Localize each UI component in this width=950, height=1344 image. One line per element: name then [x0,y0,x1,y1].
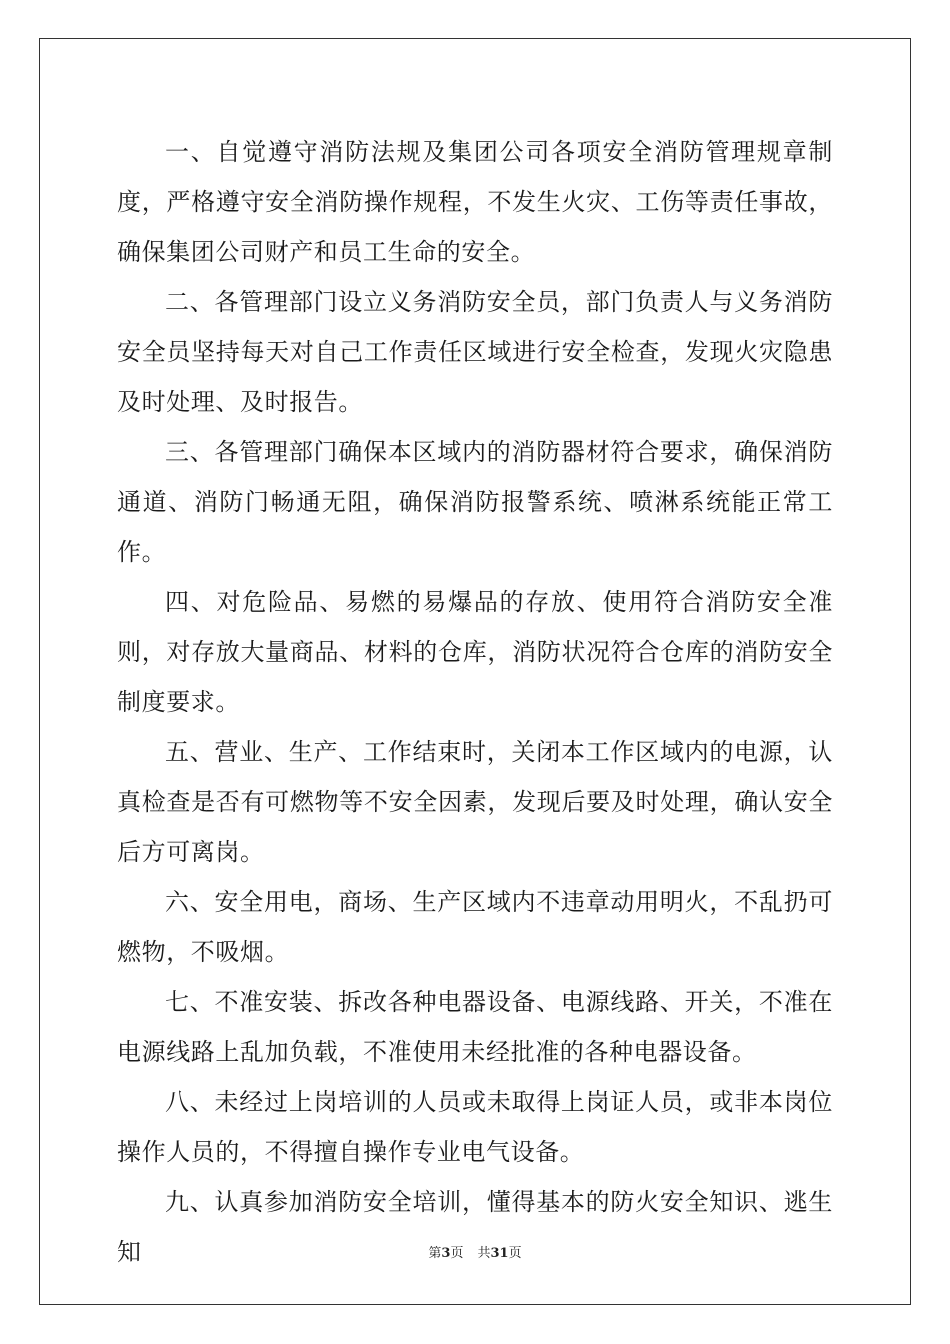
paragraph-9: 九、认真参加消防安全培训，懂得基本的防火安全知识、逃生知 [117,1188,833,1266]
page-prefix: 第 [428,1246,442,1261]
paragraph-7: 七、不准安装、拆改各种电器设备、电源线路、开关，不准在电源线路上乱加负载，不准使用未经批准的各种电器设备。 [117,988,833,1066]
paragraph-5: 五、营业、生产、工作结束时，关闭本工作区域内的电源，认真检查是否有可燃物等不安全因素，发现后要及时处理，确认安全后方可离岗。 [117,738,833,866]
page-number: 3 [441,1246,451,1261]
paragraph-3: 三、各管理部门确保本区域内的消防器材符合要求，确保消防通道、消防门畅通无阻，确保消防报警系统、喷淋系统能正常工作。 [117,438,833,566]
total-pages: 31 [490,1246,509,1261]
paragraph-6: 六、安全用电，商场、生产区域内不违章动用明火，不乱扔可燃物，不吸烟。 [117,888,833,966]
paragraph-1: 一、自觉遵守消防法规及集团公司各项安全消防管理规章制度，严格遵守安全消防操作规程，不发生火灾、工伤等责任事故，确保集团公司财产和员工生命的安全。 [117,138,833,266]
total-prefix: 共 [477,1246,491,1261]
page-suffix: 页 [450,1246,464,1261]
paragraph-8: 八、未经过上岗培训的人员或未取得上岗证人员，或非本岗位操作人员的，不得擅自操作专业电气设备。 [117,1088,833,1166]
document-body [117,127,833,1277]
paragraph-2: 二、各管理部门设立义务消防安全员，部门负责人与义务消防安全员坚持每天对自己工作责任区域进行安全检查，发现火灾隐患及时处理、及时报告。 [117,288,833,416]
page-footer [0,1244,950,1264]
paragraph-4: 四、对危险品、易燃的易爆品的存放、使用符合消防安全准则，对存放大量商品、材料的仓库，消防状况符合仓库的消防安全制度要求。 [117,588,833,716]
total-suffix: 页 [508,1246,522,1261]
